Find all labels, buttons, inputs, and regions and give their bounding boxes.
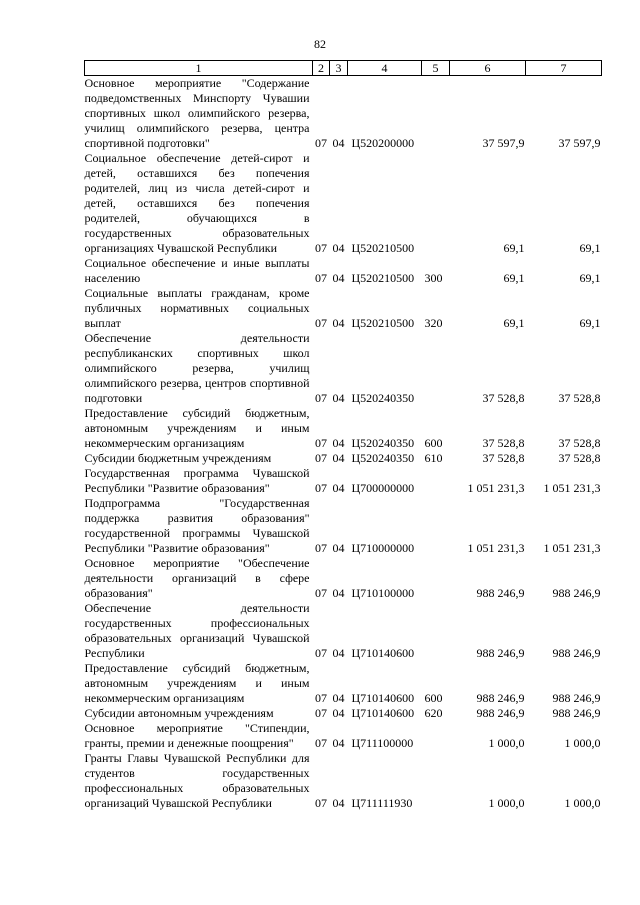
- table-row: [85, 256, 602, 286]
- table-row: [85, 466, 602, 496]
- target-article-cell: Ц520210500: [351, 316, 415, 330]
- table-row: [85, 706, 602, 721]
- row-name-cell: Гранты Главы Чувашской Республики для студентов государственных профессиональных образовательных организаций Чувашской Республики: [84, 751, 310, 810]
- expense-type-cell: [422, 556, 450, 601]
- table-row: [85, 556, 602, 601]
- amount-col7-cell: 69,1: [579, 316, 601, 330]
- subsection-code-cell: 04: [332, 541, 345, 555]
- expense-type-cell: 320: [424, 316, 443, 330]
- target-article-cell: Ц710140600: [351, 706, 415, 720]
- amount-col7-cell: 69,1: [579, 271, 601, 285]
- amount-col6-cell: 37 528,8: [482, 436, 525, 450]
- row-name-cell: Государственная программа Чувашской Республики "Развитие образования": [84, 466, 310, 495]
- expense-type-cell: [422, 466, 450, 496]
- amount-col7-cell: 37 597,9: [558, 136, 601, 150]
- section-code-cell: 07: [315, 586, 327, 600]
- section-code-cell: 07: [315, 691, 327, 705]
- row-name-cell: Основное мероприятие "Обеспечение деятельности организаций в сфере образования": [84, 556, 310, 600]
- amount-col6-cell: 69,1: [503, 271, 525, 285]
- amount-col7-cell: 988 246,9: [552, 706, 601, 720]
- amount-col7-cell: 37 528,8: [558, 391, 601, 405]
- row-name-cell: Субсидии автономным учреждениям: [84, 706, 274, 720]
- section-code-cell: 07: [315, 736, 327, 750]
- section-code-cell: 07: [315, 541, 327, 555]
- expense-type-cell: [422, 76, 450, 152]
- expense-type-cell: [422, 151, 450, 256]
- amount-col6-cell: 1 000,0: [488, 736, 525, 750]
- amount-col6-cell: 988 246,9: [476, 586, 525, 600]
- amount-col7-cell: 1 000,0: [564, 736, 601, 750]
- column-header-row: [85, 61, 602, 76]
- column-header: 4: [348, 61, 422, 76]
- amount-col6-cell: 988 246,9: [476, 706, 525, 720]
- table-row: [85, 76, 602, 152]
- section-code-cell: 07: [315, 796, 327, 810]
- amount-col7-cell: 1 051 231,3: [543, 481, 601, 495]
- subsection-code-cell: 04: [332, 796, 345, 810]
- budget-table: [84, 60, 602, 811]
- target-article-cell: Ц710140600: [351, 691, 415, 705]
- section-code-cell: 07: [315, 316, 327, 330]
- subsection-code-cell: 04: [332, 436, 345, 450]
- row-name-cell: Социальное обеспечение и иные выплаты населению: [84, 256, 310, 285]
- section-code-cell: 07: [315, 271, 327, 285]
- amount-col7-cell: 1 051 231,3: [543, 541, 601, 555]
- section-code-cell: 07: [315, 136, 327, 150]
- amount-col7-cell: 69,1: [579, 241, 601, 255]
- subsection-code-cell: 04: [332, 241, 345, 255]
- section-code-cell: 07: [315, 436, 327, 450]
- amount-col6-cell: 69,1: [503, 241, 525, 255]
- amount-col6-cell: 37 528,8: [482, 391, 525, 405]
- target-article-cell: Ц711100000: [351, 736, 414, 750]
- target-article-cell: Ц520240350: [351, 451, 415, 465]
- section-code-cell: 07: [315, 241, 327, 255]
- table-row: [85, 286, 602, 331]
- subsection-code-cell: 04: [332, 316, 345, 330]
- subsection-code-cell: 04: [332, 136, 345, 150]
- amount-col6-cell: 1 051 231,3: [467, 481, 525, 495]
- target-article-cell: Ц520210500: [351, 271, 415, 285]
- section-code-cell: 07: [315, 481, 327, 495]
- expense-type-cell: 600: [424, 691, 443, 705]
- expense-type-cell: 620: [424, 706, 443, 720]
- expense-type-cell: [422, 751, 450, 811]
- subsection-code-cell: 04: [332, 706, 345, 720]
- column-header: 3: [330, 61, 348, 76]
- subsection-code-cell: 04: [332, 586, 345, 600]
- amount-col7-cell: 37 528,8: [558, 436, 601, 450]
- column-header: 6: [450, 61, 526, 76]
- amount-col7-cell: 988 246,9: [552, 586, 601, 600]
- section-code-cell: 07: [315, 706, 327, 720]
- row-name-cell: Социальное обеспечение детей-сирот и детей, оставшихся без попечения родителей, лиц из числа детей-сирот и детей, оставшихся без попечения родителей, обучающихся в государственных образовательных организациях Чувашской Республики: [84, 151, 310, 255]
- amount-col6-cell: 1 000,0: [488, 796, 525, 810]
- table-row: [85, 451, 602, 466]
- expense-type-cell: [422, 601, 450, 661]
- section-code-cell: 07: [315, 646, 327, 660]
- target-article-cell: Ц711111930: [351, 796, 413, 810]
- expense-type-cell: 600: [424, 436, 443, 450]
- subsection-code-cell: 04: [332, 391, 345, 405]
- amount-col7-cell: 1 000,0: [564, 796, 601, 810]
- amount-col6-cell: 69,1: [503, 316, 525, 330]
- table-row: [85, 601, 602, 661]
- target-article-cell: Ц710140600: [351, 646, 415, 660]
- subsection-code-cell: 04: [332, 481, 345, 495]
- expense-type-cell: 610: [424, 451, 443, 465]
- column-header: 5: [422, 61, 450, 76]
- row-name-cell: Социальные выплаты гражданам, кроме публичных нормативных социальных выплат: [84, 286, 310, 330]
- row-name-cell: Основное мероприятие "Стипендии, гранты, премии и денежные поощрения": [84, 721, 310, 750]
- target-article-cell: Ц700000000: [351, 481, 415, 495]
- amount-col6-cell: 37 528,8: [482, 451, 525, 465]
- target-article-cell: Ц710100000: [351, 586, 415, 600]
- target-article-cell: Ц520200000: [351, 136, 415, 150]
- target-article-cell: Ц520240350: [351, 391, 415, 405]
- amount-col7-cell: 988 246,9: [552, 691, 601, 705]
- amount-col6-cell: 988 246,9: [476, 646, 525, 660]
- subsection-code-cell: 04: [332, 646, 345, 660]
- table-row: [85, 151, 602, 256]
- table-row: [85, 406, 602, 451]
- expense-type-cell: [422, 496, 450, 556]
- target-article-cell: Ц520210500: [351, 241, 415, 255]
- target-article-cell: Ц520240350: [351, 436, 415, 450]
- row-name-cell: Предоставление субсидий бюджетным, автономным учреждениям и иным некоммерческим организациям: [84, 406, 310, 450]
- section-code-cell: 07: [315, 451, 327, 465]
- section-code-cell: 07: [315, 391, 327, 405]
- table-row: [85, 496, 602, 556]
- table-row: [85, 751, 602, 811]
- amount-col7-cell: 37 528,8: [558, 451, 601, 465]
- page-number: 82: [314, 37, 326, 51]
- column-header: 7: [526, 61, 602, 76]
- row-name-cell: Субсидии бюджетным учреждениям: [84, 451, 272, 465]
- table-row: [85, 661, 602, 706]
- subsection-code-cell: 04: [332, 736, 345, 750]
- expense-type-cell: [422, 331, 450, 406]
- subsection-code-cell: 04: [332, 691, 345, 705]
- column-header: 2: [313, 61, 330, 76]
- row-name-cell: Предоставление субсидий бюджетным, автономным учреждениям и иным некоммерческим организациям: [84, 661, 310, 705]
- subsection-code-cell: 04: [332, 271, 345, 285]
- amount-col6-cell: 1 051 231,3: [467, 541, 525, 555]
- amount-col7-cell: 988 246,9: [552, 646, 601, 660]
- amount-col6-cell: 37 597,9: [482, 136, 525, 150]
- expense-type-cell: [422, 721, 450, 751]
- amount-col6-cell: 988 246,9: [476, 691, 525, 705]
- row-name-cell: Основное мероприятие "Содержание подведомственных Минспорту Чувашии спортивных школ олимпийского резерва, училищ олимпийского резерва, центра спортивной подготовки": [84, 76, 310, 150]
- subsection-code-cell: 04: [332, 451, 345, 465]
- row-name-cell: Обеспечение деятельности государственных профессиональных образовательных организаций Чувашской Республики: [84, 601, 310, 660]
- row-name-cell: Подпрограмма "Государственная поддержка развития образования" государственной программы Чувашской Республики "Развитие образования": [84, 496, 310, 555]
- target-article-cell: Ц710000000: [351, 541, 415, 555]
- row-name-cell: Обеспечение деятельности республиканских спортивных школ олимпийского резерва, училищ олимпийского резерва, центров спортивной подготовки: [84, 331, 310, 405]
- table-row: [85, 721, 602, 751]
- expense-type-cell: 300: [424, 271, 443, 285]
- column-header: 1: [85, 61, 313, 76]
- table-row: [85, 331, 602, 406]
